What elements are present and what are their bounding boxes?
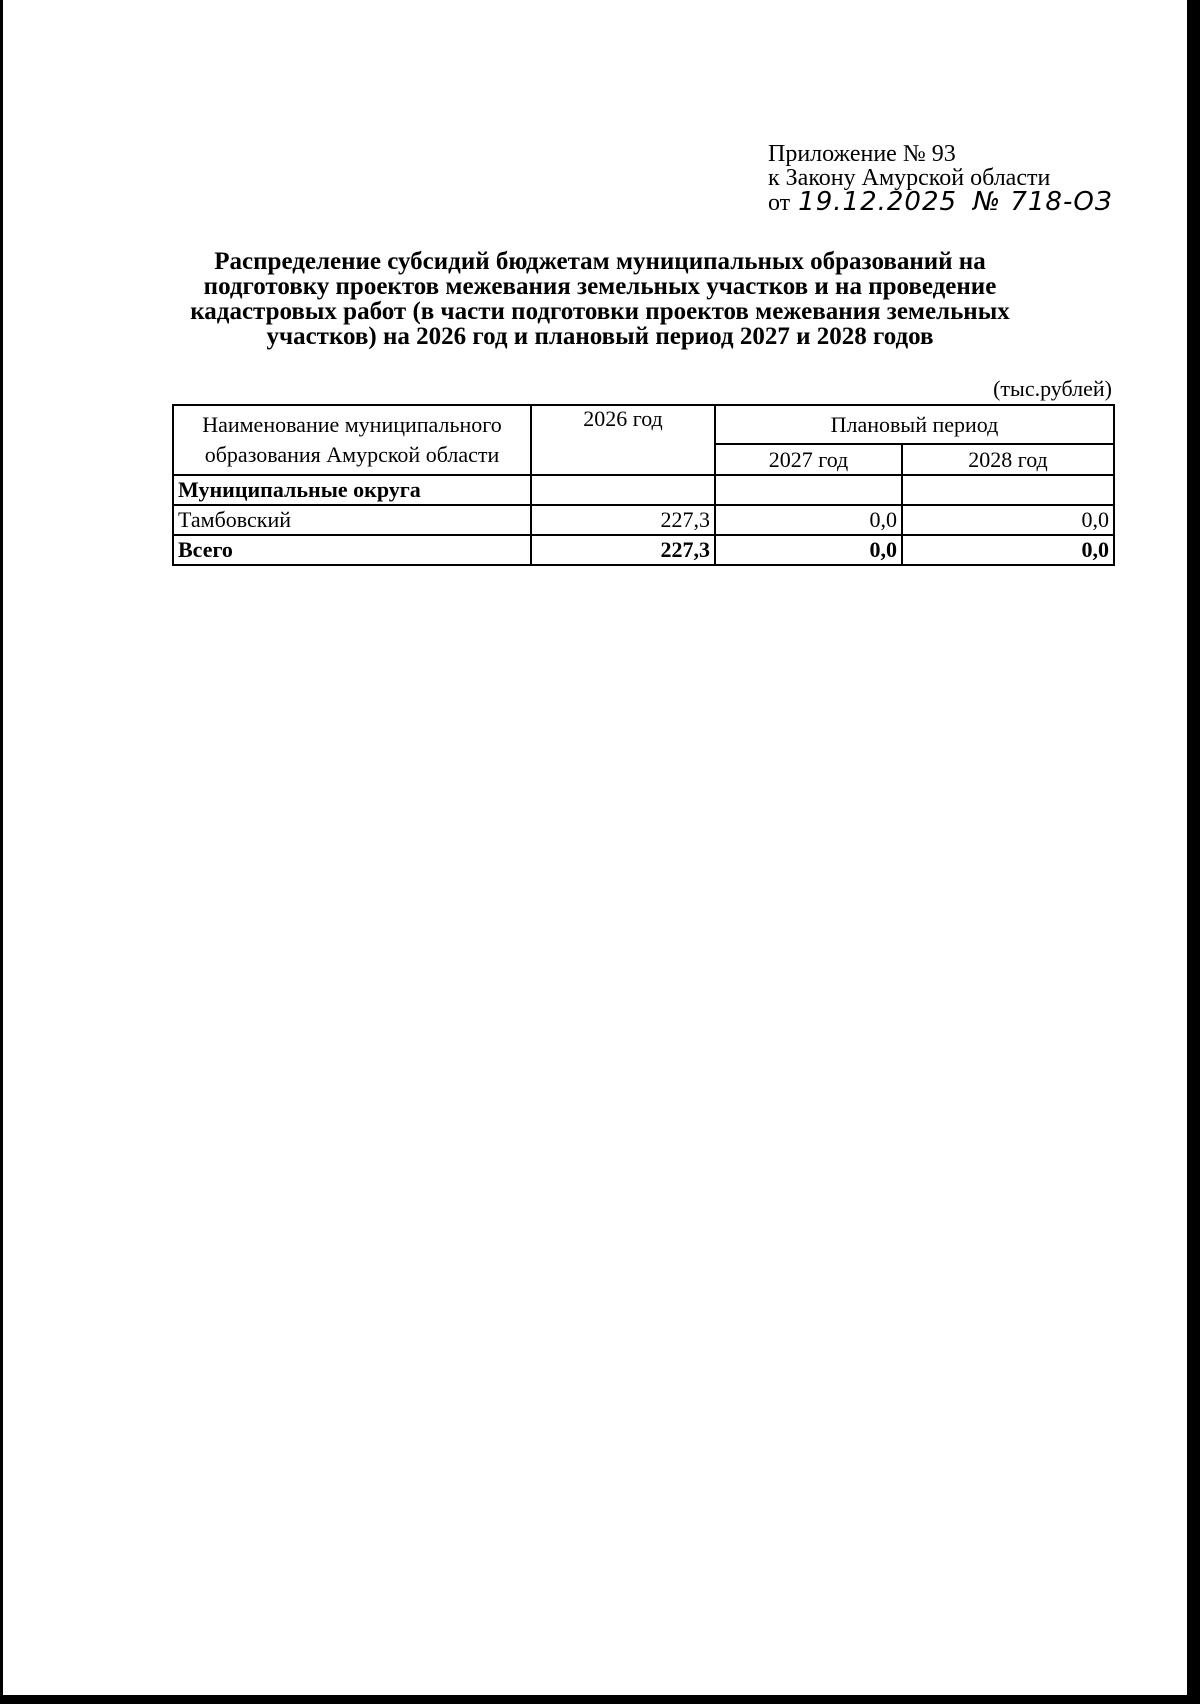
handwritten-date: 19.12.2025 xyxy=(798,187,958,217)
title-line-2: подготовку проектов межевания земельных участков и на проведение xyxy=(203,273,997,300)
document-title xyxy=(150,249,1050,349)
annex-header xyxy=(768,142,1113,215)
header-planned-period: Плановый период xyxy=(715,405,1114,444)
scan-edge-right xyxy=(1187,0,1200,1704)
cell-2026: 227,3 xyxy=(531,535,715,565)
cell-2027: 0,0 xyxy=(715,505,902,535)
annex-date-line xyxy=(768,187,1113,217)
subsidy-table xyxy=(172,404,1115,566)
row-name: Муниципальные округа xyxy=(173,475,531,505)
scan-edge-bottom xyxy=(0,1695,1200,1704)
cell-2028 xyxy=(902,475,1114,505)
annex-law-reference: к Закону Амурской области xyxy=(768,165,1051,191)
header-name-line-2: образования Амурской области xyxy=(204,442,500,467)
handwritten-law-number: № 718-ОЗ xyxy=(973,187,1113,217)
cell-2027 xyxy=(715,475,902,505)
annex-date-prefix: от xyxy=(768,190,791,216)
header-year-2026: 2026 год xyxy=(531,405,715,475)
table-row xyxy=(173,475,1114,505)
cell-2028: 0,0 xyxy=(902,535,1114,565)
header-year-2028: 2028 год xyxy=(902,444,1114,475)
annex-number: Приложение № 93 xyxy=(768,141,956,167)
table-total-row xyxy=(173,535,1114,565)
header-municipality-name xyxy=(173,405,531,475)
cell-2027: 0,0 xyxy=(715,535,902,565)
title-line-3: кадастровых работ (в части подготовки проектов межевания земельных xyxy=(190,298,1010,325)
units-label: (тыс.рублей) xyxy=(993,376,1112,401)
cell-2028: 0,0 xyxy=(902,505,1114,535)
table-header-row xyxy=(173,405,1114,444)
title-line-1: Распределение субсидий бюджетам муниципальных образований на xyxy=(214,248,986,275)
row-name: Тамбовский xyxy=(173,505,531,535)
row-name: Всего xyxy=(173,535,531,565)
title-line-4: участков) на 2026 год и плановый период 2027 и 2028 годов xyxy=(266,323,934,350)
scan-edge-left xyxy=(0,0,3,1704)
header-name-line-1: Наименование муниципального xyxy=(202,412,502,437)
cell-2026: 227,3 xyxy=(531,505,715,535)
header-year-2027: 2027 год xyxy=(715,444,902,475)
table-row xyxy=(173,505,1114,535)
cell-2026 xyxy=(531,475,715,505)
